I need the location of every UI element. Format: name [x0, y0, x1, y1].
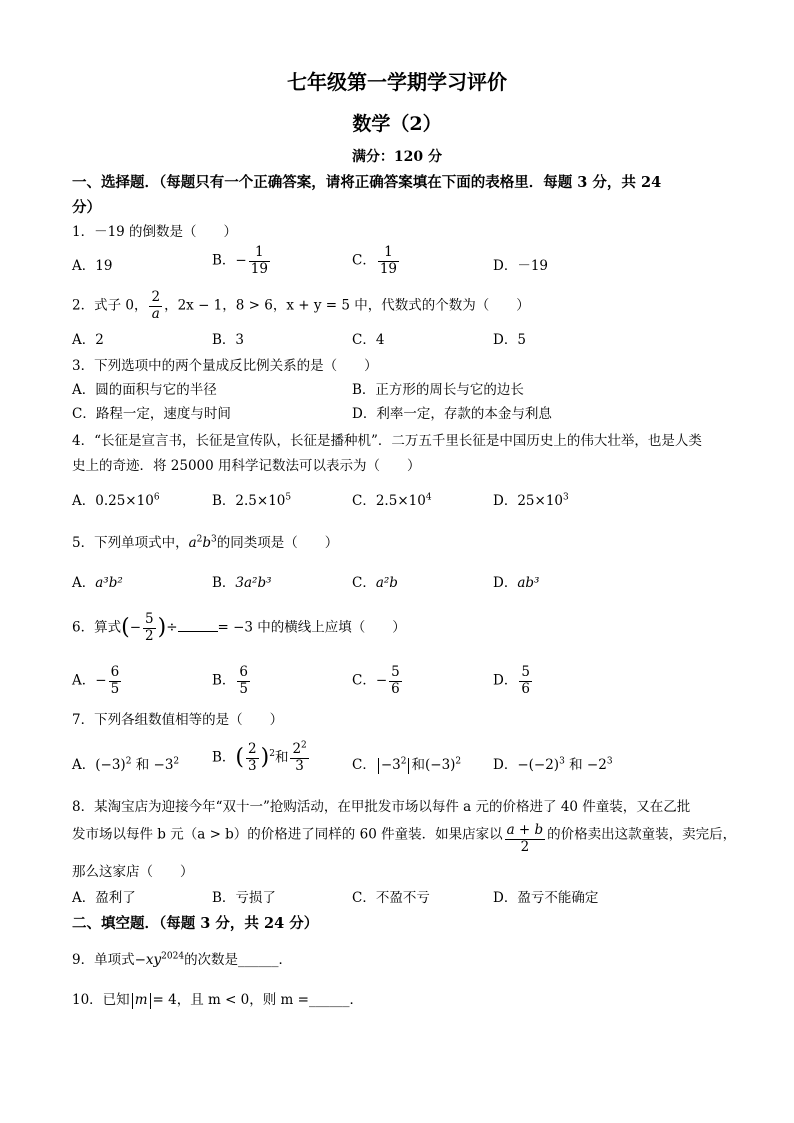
q8-option-d: D．盈亏不能确定 [493, 890, 599, 906]
q7-b-label: B． [212, 749, 236, 766]
q7-c-label: C． [352, 757, 376, 773]
q2-rest: ，2x − 1，8 > 6，x + y = 5 中，代数式的个数为（ ） [164, 297, 530, 314]
q6-a-num: 6 [110, 664, 120, 680]
q7-b-frac2-num: $2^2$ [292, 740, 307, 757]
q7-b-paren-close: ) [260, 745, 270, 771]
q5-option-d [493, 575, 539, 591]
q8-option-b: B．亏损了 [212, 890, 276, 906]
q8-line2 [72, 823, 736, 855]
q6-d-num: 5 [521, 664, 530, 680]
q5-option-c [352, 575, 398, 591]
q2-option-b [212, 332, 244, 348]
q1-b-sign: − [235, 252, 247, 269]
q2-frac-den: a [151, 305, 160, 322]
q4-c-exp: 4 [425, 492, 432, 503]
q1-c-den: 19 [379, 260, 398, 277]
q5-d-text: ab³ [517, 575, 540, 591]
q2-frac-num: 2 [151, 289, 161, 305]
q1-c-fraction [378, 245, 399, 277]
q4-b-label: B． [212, 493, 236, 509]
q9-suffix: 的次数是______． [184, 952, 293, 968]
q10-stem [72, 992, 363, 1009]
q6-paren-open: ( [121, 615, 130, 641]
q6-b-label: B． [212, 672, 236, 689]
q7-c-abs-open [378, 758, 379, 774]
q8-line2-post: 的价格卖出这款童装，卖完后， [547, 826, 737, 843]
q4-option-d [493, 493, 569, 509]
q6-option-b [212, 665, 252, 697]
q8-line2-pre: 发市场以每件 b 元（a > b）的价格进了同样的 60 件童装．如果店家以 [72, 826, 503, 843]
q2-b-label: B． [212, 332, 236, 348]
q5-option-a [72, 575, 123, 591]
q5-term-a: a [188, 535, 197, 551]
q6-d-fraction [519, 665, 532, 697]
q5-suffix: 的同类项是（ ） [216, 535, 339, 551]
q2-option-c [352, 332, 384, 348]
q4-b-exp: 5 [285, 492, 292, 503]
q5-b-label: B． [212, 575, 236, 591]
q5-stem [72, 535, 338, 551]
q6-c-den: 6 [391, 680, 400, 697]
q2-a-label: A． [72, 332, 96, 348]
q8-fraction [505, 823, 546, 855]
q6-paren-close: ) [157, 615, 167, 641]
q2-d-label: D． [493, 332, 518, 348]
q2-b-value: 3 [235, 332, 245, 348]
q9-term: −xy [134, 952, 162, 968]
q7-a-label: A． [72, 757, 96, 773]
q3-option-a: A．圆的面积与它的半径 [72, 382, 217, 398]
q2-fraction [149, 290, 162, 322]
q6-b-num: 6 [239, 664, 249, 680]
q6-blank [178, 619, 218, 632]
q10-abs-close [150, 993, 151, 1009]
q9-exp: 2024 [161, 951, 185, 962]
q5-b-text: 3a²b³ [235, 575, 272, 591]
q7-b-and: 和 [274, 749, 289, 766]
section-2-heading: 二、填空题．（每题 3 分，共 24 分） [72, 915, 319, 932]
q6-frac-num: 5 [145, 611, 154, 627]
q1-b-num: 1 [249, 245, 270, 262]
q8-line3: 那么这家店（ ） [72, 864, 194, 880]
q6-a-label: A． [72, 672, 96, 689]
q1-option-c [352, 245, 401, 277]
q7-d-and: 和 [569, 757, 583, 773]
q6-d-label: D． [493, 672, 518, 689]
q6-c-fraction [389, 665, 402, 697]
q1-b-fraction [249, 245, 270, 277]
q6-suffix: = −3 中的横线上应填（ ） [217, 619, 406, 636]
q9-prefix: 9．单项式 [72, 952, 135, 968]
q10-suffix: ______． [308, 992, 363, 1008]
q2-prefix: 2．式子 0， [72, 297, 148, 314]
q8-option-a: A．盈利了 [72, 890, 136, 906]
q7-option-a: A．$(-3)^2$ 和 $-3^2$ [72, 756, 180, 773]
q1-d-label: D． [493, 258, 518, 274]
q2-stem [72, 290, 530, 322]
q1-c-label: C． [352, 252, 376, 269]
q6-option-d [493, 665, 534, 697]
q6-c-label: C． [352, 672, 376, 689]
q6-c-num: 5 [391, 664, 400, 680]
page-title: 七年级第一学期学习评价 [287, 70, 507, 94]
q7-d-label: D． [493, 757, 518, 773]
q1-a-label: A． [72, 258, 96, 274]
q2-a-value: 2 [95, 332, 104, 348]
q7-option-b: B．( $\frac{2}{3}$ )$^2$和 $\frac{2^2}{3}$ [212, 740, 307, 774]
q6-b-fraction [237, 665, 250, 697]
q6-a-fraction [109, 665, 122, 697]
q4-a-exp: 6 [153, 492, 160, 503]
q10-prefix: 10．已知 [72, 992, 130, 1008]
q9-stem [72, 952, 292, 968]
q6-frac-den: 2 [145, 627, 154, 644]
q8-line1: 8．某淘宝店为迎接今年“双十一”抢购活动，在甲批发市场以每件 a 元的价格进了 40 件童装，又在乙批 [72, 799, 691, 815]
q1-option-a [72, 258, 112, 274]
q3-option-b: B．正方形的周长与它的边长 [352, 382, 524, 398]
q4-a-base: 0.25×10 [95, 493, 154, 509]
q6-option-c: C．− $\frac{5}{6}$ [352, 664, 400, 697]
q1-b-den: 19 [250, 260, 268, 277]
q8-frac-den: 2 [520, 838, 530, 855]
q6-d-den: 6 [521, 680, 530, 697]
q4-c-label: C． [352, 493, 376, 509]
q6-a-den: 5 [110, 680, 120, 697]
q6-prefix: 6．算式 [72, 619, 122, 636]
q7-c-and: 和 [411, 757, 425, 773]
q4-line2: 史上的奇迹．将 25000 用科学记数法可以表示为（ ） [72, 458, 421, 474]
q10-mid: = 4，且 m < 0，则 m = [152, 992, 309, 1008]
q10-abs-open [132, 993, 133, 1009]
q1-stem: 1．－19 的倒数是（ ） [72, 224, 238, 240]
q10-m: m [134, 992, 148, 1008]
q1-option-b [212, 245, 272, 277]
q5-d-label: D． [493, 575, 518, 591]
q5-term-b: b [202, 535, 212, 551]
q7-b-frac2-den: 3 [295, 757, 304, 774]
q7-b-frac1 [246, 742, 259, 774]
q7-c-abs-close [408, 758, 409, 774]
q4-line1: 4．“长征是宣言书，长征是宣传队，长征是播种机”．二万五千里长征是中国历史上的伟大壮举，也是人类 [72, 433, 702, 449]
q7-a-and: 和 [135, 757, 150, 773]
q6-option-a: A．− $\frac{6}{5}$ [72, 664, 120, 697]
q7-option-c: C． $-3^2$ 和$(-3)^2$ [352, 756, 462, 773]
q2-c-label: C． [352, 332, 376, 348]
q5-option-b [212, 575, 272, 591]
q1-d-value: －19 [517, 258, 549, 274]
q5-c-label: C． [352, 575, 376, 591]
q6-stem: 6．算式(− $\frac{5}{2}$ )÷ = −3 中的横线上应填（ ） [72, 611, 406, 644]
q4-d-base: 25×10 [517, 493, 563, 509]
q1-a-value: 19 [95, 258, 113, 274]
q4-b-base: 2.5×10 [235, 493, 286, 509]
q4-option-a [72, 493, 160, 509]
q6-b-den: 5 [239, 680, 249, 697]
q7-b-frac1-den: 3 [248, 757, 257, 774]
q4-option-b [212, 493, 291, 509]
q4-d-label: D． [493, 493, 518, 509]
q7-b-frac2 [290, 742, 308, 774]
q2-d-value: 5 [517, 332, 526, 348]
q7-b-frac1-num: 2 [248, 741, 257, 757]
q5-a-label: A． [72, 575, 96, 591]
q1-b-label: B． [212, 252, 236, 269]
q7-stem: 7．下列各组数值相等的是（ ） [72, 712, 284, 728]
q1-c-num: 1 [378, 245, 399, 262]
q4-c-base: 2.5×10 [375, 493, 426, 509]
full-score: 满分：120 分 [351, 149, 443, 165]
q2-c-value: 4 [375, 332, 385, 348]
q8-option-c: C．不盈不亏 [352, 890, 430, 906]
q4-a-label: A． [72, 493, 96, 509]
q5-prefix: 5．下列单项式中， [72, 535, 189, 551]
section-1-heading-line1: 一、选择题．（每题只有一个正确答案，请将正确答案填在下面的表格里．每题 3 分，共 24 [72, 174, 662, 191]
q5-term-b-exp: 3 [211, 534, 217, 545]
q2-option-a [72, 332, 104, 348]
section-1-heading-line2: 分） [72, 199, 101, 216]
q1-option-d [493, 258, 548, 274]
q3-stem: 3．下列选项中的两个量成反比例关系的是（ ） [72, 358, 378, 374]
q6-divide: ÷ [166, 619, 178, 636]
q6-fraction [143, 612, 156, 644]
q4-d-exp: 3 [563, 492, 569, 503]
q7-option-d: D．$-(-2)^3$ 和 $-2^3$ [493, 756, 613, 773]
q3-option-c: C．路程一定，速度与时间 [72, 406, 231, 422]
q7-b-paren-open: ( [235, 745, 245, 771]
q5-a-text: a³b² [95, 575, 123, 591]
q2-option-d [493, 332, 526, 348]
q5-c-text: a²b [375, 575, 398, 591]
q3-option-d: D．利率一定，存款的本金与利息 [352, 406, 552, 422]
subject-title: 数学（2） [352, 113, 442, 135]
q4-option-c [352, 493, 432, 509]
q8-frac-num: a + b [506, 822, 544, 838]
q5-term-a-exp: 2 [196, 534, 203, 545]
